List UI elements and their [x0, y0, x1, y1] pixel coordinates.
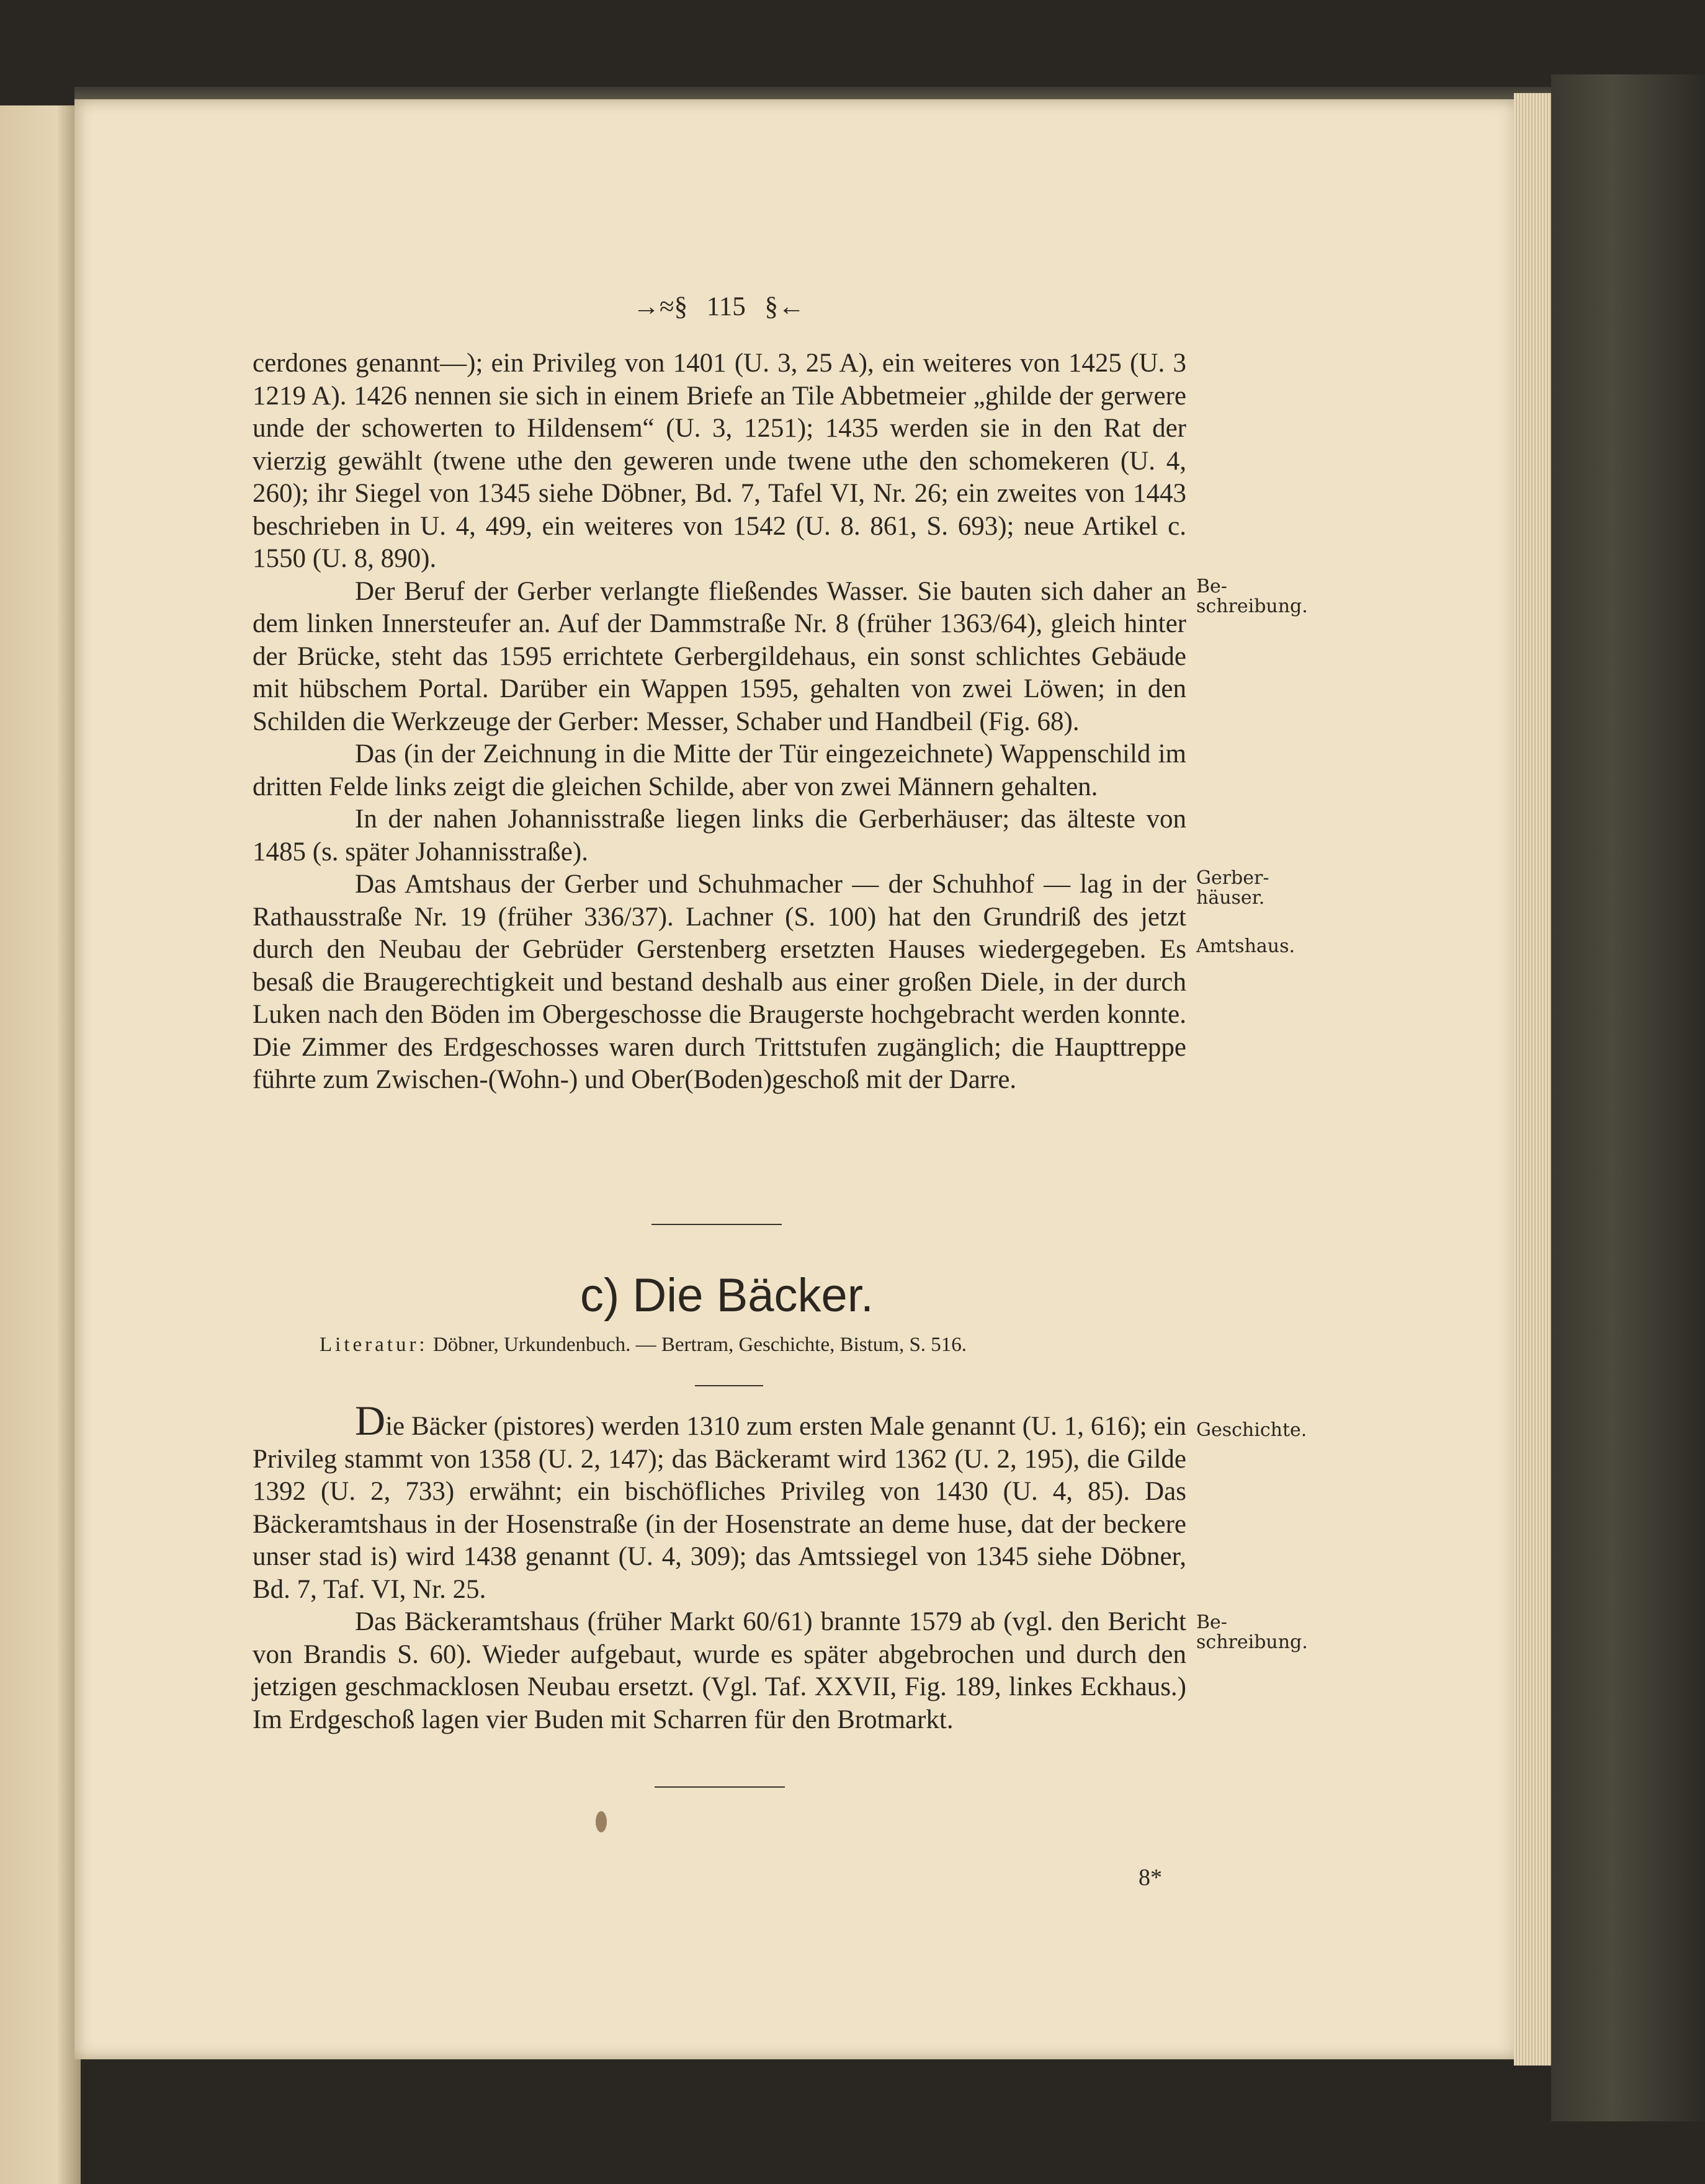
literature-line	[320, 1334, 967, 1357]
literature-label: Literatur:	[320, 1334, 428, 1356]
margin-note-beschreibung-2: Be- schreibung.	[1196, 1611, 1308, 1653]
margin-note-geschichte: Geschichte.	[1196, 1419, 1307, 1441]
margin-note-amtshaus: Amtshaus.	[1196, 935, 1296, 957]
book-cover	[1551, 74, 1705, 2121]
page-number-ornament-right: §←	[764, 292, 805, 321]
paragraph	[253, 1397, 1186, 1606]
paragraph: In der nahen Johannisstraße liegen links die Gerberhäuser; das älteste von 1485 (s. später Johannisstraße).	[253, 805, 1186, 867]
paragraph: Der Beruf der Gerber verlangte fließendes Wasser. Sie bauten sich daher an dem linken Innersteufer an. Auf der Dammstraße Nr. 8 (früher 1363/64), gleich hinter der Brücke, steht das 1595 errichtete Gerbergildehaus, ein sonst schlichtes Gebäude mit hübschem Portal. Darüber ein Wappen 1595, gehalten von zwei Löwen; in den Schilden die Werkzeuge der Gerber: Messer, Schaber und Handbeil (Fig. 68).	[253, 576, 1186, 736]
dropcap: D	[355, 1397, 386, 1444]
literature-divider	[695, 1385, 763, 1386]
end-divider	[655, 1786, 785, 1788]
paragraph: Das (in der Zeichnung in die Mitte der Tür eingezeichnete) Wappenschild im dritten Felde links zeigt die gleichen Schilde, aber von zwei Männern gehalten.	[253, 739, 1186, 801]
text-block-baecker	[253, 1397, 1186, 1736]
signature-mark: 8*	[1139, 1865, 1162, 1891]
page-number-value: 115	[706, 292, 746, 321]
paragraph: Das Amtshaus der Gerber und Schuhmacher — der Schuhhof — lag in der Rathausstraße Nr. 19 (früher 336/37). Lachner (S. 100) hat den Grundriß des jetzt durch den Neubau der Gebrüder Gerstenberg ersetzten Hauses wiedergegeben. Es besaß die Braugerechtigkeit und bestand deshalb aus einer großen Diele, in der durch Luken nach den Böden im Obergeschosse die Braugerste hochgebracht werden konnte. Die Zimmer des Erdgeschosses waren durch Trittstufen zugänglich; die Haupttreppe führte zum Zwischen-(Wohn-) und Ober(Boden)geschoß mit der Darre.	[253, 870, 1186, 1094]
literature-text: Döbner, Urkundenbuch. — Bertram, Geschichte, Bistum, S. 516.	[432, 1334, 967, 1356]
left-page-edge	[0, 105, 81, 2184]
paragraph: Das Bäckeramtshaus (früher Markt 60/61) brannte 1579 ab (vgl. den Bericht von Brandis S. 60). Wieder aufgebaut, wurde es später abgebrochen und durch den jetzigen geschmacklosen Neubau ersetzt. (Vgl. Taf. XXVII, Fig. 189, linkes Eckhaus.) Im Erdgeschoß lagen vier Buden mit Scharren für den Brotmarkt.	[253, 1607, 1186, 1734]
section-heading: c) Die Bäcker.	[580, 1269, 874, 1322]
page-number-ornament-left: →≈§	[633, 292, 688, 321]
margin-note-beschreibung: Be- schreibung.	[1196, 576, 1308, 617]
ink-spot	[596, 1811, 607, 1832]
text-block-gerber	[253, 347, 1186, 1097]
margin-note-gerberhaeuser: Gerber- häuser.	[1196, 867, 1269, 909]
paragraph: cerdones genannt—); ein Privileg von 1401 (U. 3, 25 A), ein weiteres von 1425 (U. 3 1219 A). 1426 nennen sie sich in einem Briefe an Tile Abbetmeier „ghilde der gerwere unde der schowerten to Hildensem“ (U. 3, 1251); 1435 werden sie in den Rat der vierzig gewählt (twene uthe den geweren unde twene uthe den schomekeren (U. 4, 260); ihr Siegel von 1345 siehe Döbner, Bd. 7, Tafel VI, Nr. 26; ein zweites von 1443 beschrieben in U. 4, 499, ein weiteres von 1542 (U. 8. 861, S. 693); neue Artikel c. 1550 (U. 8, 890).	[253, 349, 1186, 573]
page-number	[633, 292, 805, 322]
section-divider	[651, 1224, 782, 1225]
paragraph-text: ie Bäcker (pistores) werden 1310 zum ersten Male genannt (U. 1, 616); ein Privileg stammt von 1358 (U. 2, 147); das Bäckeramt wird 1362 (U. 2, 195), die Gilde 1392 (U. 2, 733) erwähnt; ein bischöfliches Privileg von 1430 (U. 4, 85). Das Bäckeramtshaus in der Hosenstraße (in der Hosenstrate an deme huse, dat der beckere unser stad is) wird 1438 genannt (U. 4, 309); das Amtssiegel von 1345 siehe Döbner, Bd. 7, Taf. VI, Nr. 25.	[253, 1412, 1186, 1604]
